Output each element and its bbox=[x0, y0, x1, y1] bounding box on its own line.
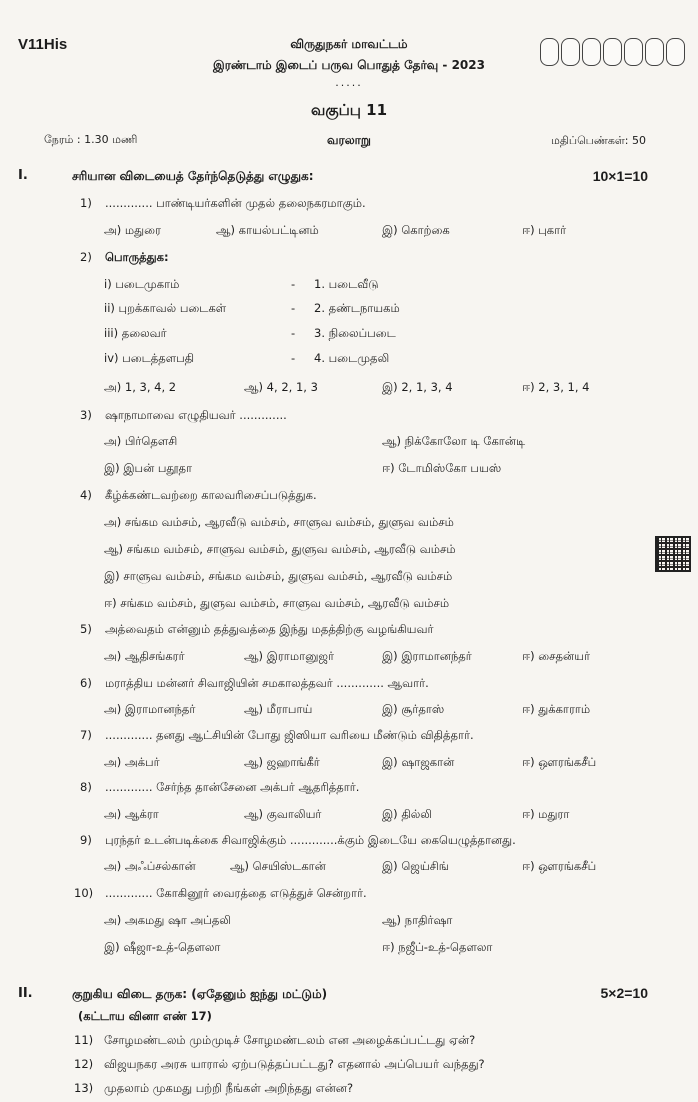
option-d: ஈ) டோமிஸ்கோ பயஸ் bbox=[382, 461, 502, 475]
match-right-item: 1. படைவீடு bbox=[314, 277, 379, 291]
option-d: ஈ) ஔரங்கசீப் bbox=[522, 859, 597, 873]
question-text: சோழமண்டலம் மும்முடிச் சோழமண்டலம் என அழைக்கப்பட்டது ஏன்? bbox=[104, 1033, 476, 1047]
option-d: ஈ) நஜீப்-உத்-தௌலா bbox=[382, 940, 493, 954]
section-2-title: குறுகிய விடை தருக: (ஏதேனும் ஐந்து மட்டும்) bbox=[72, 987, 328, 1001]
option-b: ஆ) ஜஹாங்கீர் bbox=[244, 755, 320, 769]
option-a: அ) அக்பர் bbox=[104, 755, 160, 769]
option-d: ஈ) மதுரா bbox=[522, 807, 570, 821]
option-b: ஆ) சங்கம வம்சம், சாளுவ வம்சம், துளுவ வம்சம், ஆரவீடு வம்சம் bbox=[104, 542, 456, 556]
option-d: ஈ) சங்கம வம்சம், துளுவ வம்சம், சாளுவ வம்சம், ஆரவீடு வம்சம் bbox=[104, 596, 450, 610]
exam-title: இரண்டாம் இடைப் பருவ பொதுத் தேர்வு - 2023 bbox=[213, 58, 485, 72]
question-number: 9) bbox=[80, 833, 92, 847]
option-b: ஆ) குவாலியர் bbox=[244, 807, 322, 821]
question-text: மராத்திய மன்னர் சிவாஜியின் சமகாலத்தவர் ............. ஆவார். bbox=[105, 676, 429, 690]
option-c: இ) சூர்தாஸ் bbox=[382, 702, 445, 716]
question-text: புரந்தர் உடன்படிக்கை சிவாஜிக்கும் .............க்கும் இடையே கையெழுத்தானது. bbox=[105, 833, 516, 847]
question-text: அத்வைதம் என்னும் தத்துவத்தை இந்து மதத்திற்கு வழங்கியவர் bbox=[105, 622, 434, 636]
option-b: ஆ) காயல்பட்டினம் bbox=[216, 223, 319, 237]
option-c: இ) கொற்கை bbox=[382, 223, 450, 237]
option-c: இ) ஜெய்சிங் bbox=[382, 859, 449, 873]
option-c: இ) ஷாஜகான் bbox=[382, 755, 455, 769]
match-right-item: 3. நிலைப்படை bbox=[314, 326, 396, 340]
section-1-number: I. bbox=[18, 168, 28, 183]
district-title: விருதுநகர் மாவட்டம் bbox=[290, 37, 408, 51]
section-2-number: II. bbox=[18, 986, 33, 1001]
match-right-item: 2. தண்டநாயகம் bbox=[314, 301, 400, 315]
option-b: ஆ) செயிஸ்டகான் bbox=[230, 859, 326, 873]
option-d: ஈ) 2, 3, 1, 4 bbox=[522, 380, 590, 394]
match-left-item: ii) புறக்காவல் படைகள் bbox=[104, 301, 227, 315]
question-number: 12) bbox=[74, 1057, 94, 1071]
question-number: 3) bbox=[80, 408, 92, 422]
option-d: ஈ) துக்காராம் bbox=[522, 702, 591, 716]
question-number: 8) bbox=[80, 780, 92, 794]
question-text: ............. சேர்ந்த தான்சேனை அக்பர் ஆதரித்தார். bbox=[105, 780, 360, 794]
question-number: 10) bbox=[74, 886, 94, 900]
match-left-item: i) படைமுகாம் bbox=[104, 277, 180, 291]
header-dots: ..... bbox=[335, 76, 363, 89]
max-marks: மதிப்பெண்கள்: 50 bbox=[551, 134, 646, 147]
option-d: ஈ) புகார் bbox=[522, 223, 567, 237]
question-number: 5) bbox=[80, 622, 92, 636]
section-2-marks: 5×2=10 bbox=[600, 985, 648, 1001]
option-a: அ) பிர்தௌசி bbox=[104, 434, 178, 448]
option-a: அ) ஆதிசங்கரர் bbox=[104, 649, 185, 663]
section-1-marks: 10×1=10 bbox=[592, 168, 648, 184]
section-2-subtitle: (கட்டாய வினா எண் 17) bbox=[78, 1009, 212, 1023]
question-number: 11) bbox=[74, 1033, 94, 1047]
option-b: ஆ) நிக்கோலோ டி கோன்டி bbox=[382, 434, 526, 448]
time-allowed: நேரம் : 1.30 மணி bbox=[44, 133, 138, 146]
match-dash: - bbox=[291, 326, 296, 340]
option-a: அ) ஆக்ரா bbox=[104, 807, 159, 821]
option-c: இ) ஷீஜா-உத்-தௌலா bbox=[104, 940, 221, 954]
question-text: பொருத்துக: bbox=[105, 250, 169, 264]
option-b: ஆ) 4, 2, 1, 3 bbox=[244, 380, 318, 394]
match-left-item: iii) தலைவர் bbox=[104, 326, 167, 340]
subject-title: வரலாறு bbox=[327, 133, 371, 147]
question-number: 2) bbox=[80, 250, 92, 264]
question-text: ............. பாண்டியர்களின் முதல் தலைநகரமாகும். bbox=[105, 196, 366, 210]
option-a: அ) இராமானந்தர் bbox=[104, 702, 196, 716]
option-b: ஆ) இராமானுஜர் bbox=[244, 649, 335, 663]
option-d: ஈ) ஔரங்கசீப் bbox=[522, 755, 597, 769]
question-text: ............. கோகினூர் வைரத்தை எடுத்துச் சென்றார். bbox=[105, 886, 367, 900]
section-1-title: சரியான விடையைத் தேர்ந்தெடுத்து எழுதுக: bbox=[72, 169, 314, 183]
question-number: 7) bbox=[80, 728, 92, 742]
question-text: முதலாம் முகமது பற்றி நீங்கள் அறிந்தது என்ன? bbox=[104, 1081, 354, 1095]
option-c: இ) 2, 1, 3, 4 bbox=[382, 380, 453, 394]
match-dash: - bbox=[291, 277, 296, 291]
match-left-item: iv) படைத்தளபதி bbox=[104, 351, 195, 365]
question-text: ............. தனது ஆட்சியின் போது ஜிஸியா வரியை மீண்டும் விதித்தார். bbox=[105, 728, 474, 742]
question-number: 13) bbox=[74, 1081, 94, 1095]
question-text: ஷாநாமாவை எழுதியவர் ............. bbox=[105, 408, 287, 422]
option-c: இ) சாளுவ வம்சம், சங்கம வம்சம், துளுவ வம்சம், ஆரவீடு வம்சம் bbox=[104, 569, 453, 583]
qr-code bbox=[655, 536, 691, 572]
match-dash: - bbox=[291, 301, 296, 315]
paper-code: V11His bbox=[18, 36, 68, 53]
option-a: அ) 1, 3, 4, 2 bbox=[104, 380, 177, 394]
option-c: இ) இபன் பதூதா bbox=[104, 461, 193, 475]
class-title: வகுப்பு 11 bbox=[310, 101, 388, 119]
match-dash: - bbox=[291, 351, 296, 365]
match-right-item: 4. படைமுதலி bbox=[314, 351, 390, 365]
option-a: அ) அகமது ஷா அப்தலி bbox=[104, 913, 232, 927]
question-number: 6) bbox=[80, 676, 92, 690]
question-text: விஜயநகர அரசு யாரால் ஏற்படுத்தப்பட்டது? எதனால் அப்பெயர் வந்தது? bbox=[104, 1057, 485, 1071]
question-text: கீழ்க்கண்டவற்றை காலவரிசைப்படுத்துக. bbox=[105, 488, 317, 502]
question-number: 1) bbox=[80, 196, 92, 210]
option-c: இ) தில்லி bbox=[382, 807, 433, 821]
option-a: அ) சங்கம வம்சம், ஆரவீடு வம்சம், சாளுவ வம்சம், துளுவ வம்சம் bbox=[104, 515, 454, 529]
question-number: 4) bbox=[80, 488, 92, 502]
option-c: இ) இராமானந்தர் bbox=[382, 649, 472, 663]
option-b: ஆ) மீராபாய் bbox=[244, 702, 313, 716]
option-d: ஈ) சைதன்யர் bbox=[522, 649, 591, 663]
option-b: ஆ) நாதிர்ஷா bbox=[382, 913, 453, 927]
option-a: அ) அஃப்சல்கான் bbox=[104, 859, 196, 873]
option-a: அ) மதுரை bbox=[104, 223, 161, 237]
